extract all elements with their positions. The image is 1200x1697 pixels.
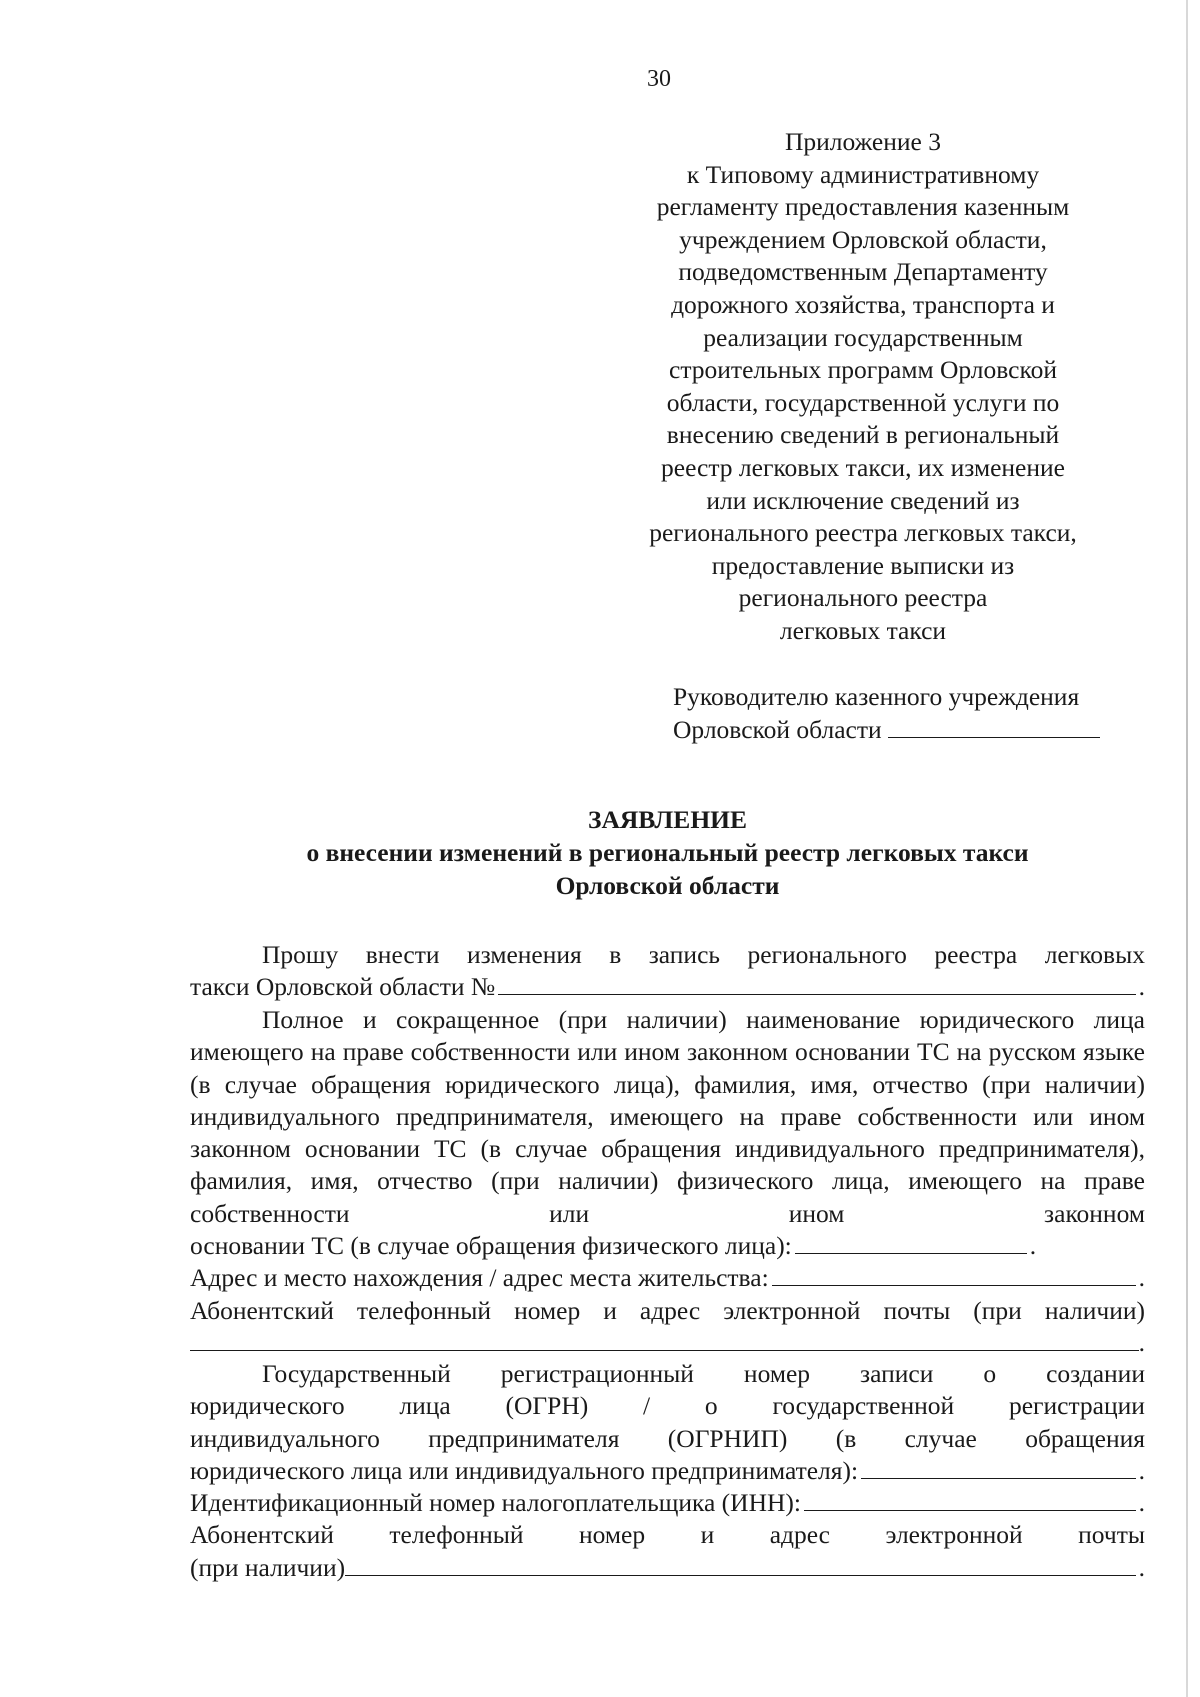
ogrn-field[interactable]: [861, 1458, 1136, 1479]
phone-email-line: Абонентский телефонный номер и адрес электронной почты (при наличии): [190, 1295, 1145, 1325]
request-line-2: такси Орловской области № .: [190, 971, 1145, 1003]
scan-edge-line: [1186, 0, 1188, 1697]
inn-field[interactable]: [804, 1490, 1136, 1511]
registry-number-label: такси Орловской области №: [190, 972, 496, 1002]
phone-email-field-line: .: [190, 1327, 1145, 1359]
phone2-field[interactable]: [345, 1555, 1136, 1576]
registry-number-field[interactable]: [498, 974, 1135, 995]
owner-name-field[interactable]: [795, 1233, 1027, 1254]
owner-line-last: основании ТС (в случае обращения физического лица): .: [190, 1230, 1145, 1262]
request-line-1: Прошу внести изменения в запись регионального реестра легковых: [262, 940, 1145, 969]
address-line: Адрес и место нахождения / адрес места жительства: .: [190, 1262, 1145, 1294]
appendix-line: учреждением Орловской области,: [679, 224, 1047, 254]
appendix-line: дорожного хозяйства, транспорта и: [671, 289, 1055, 319]
addressee-name-field[interactable]: [888, 715, 1100, 738]
page-number: 30: [647, 66, 671, 92]
phone2-label: (при наличии): [190, 1552, 346, 1582]
request-paragraph: [190, 939, 1145, 1004]
addressee-line-1: Руководителю казенного учреждения: [673, 682, 1080, 711]
appendix-line: реализации государственным: [703, 322, 1023, 352]
addressee-region: Орловской области: [673, 715, 882, 744]
appendix-line: области, государственной услуги по: [666, 387, 1060, 417]
appendix-line: предоставление выписки из: [711, 550, 1015, 580]
address-field[interactable]: [772, 1265, 1136, 1286]
appendix-line: внесению сведений в региональный: [666, 420, 1060, 450]
appendix-line: к Типовому административному: [686, 159, 1040, 189]
document-title: [190, 803, 1145, 902]
appendix-line: подведомственным Департаменту: [678, 257, 1048, 287]
registration-line-1: Государственный регистрационный номер записи о создании: [262, 1359, 1145, 1388]
appendix-line: строительных программ Орловской: [669, 355, 1057, 385]
appendix-line: Приложение 3: [785, 127, 941, 156]
appendix-line: регламенту предоставления казенным: [656, 192, 1070, 222]
address-label: Адрес и место нахождения / адрес места жительства:: [190, 1263, 769, 1293]
appendix-line: регионального реестра легковых такси,: [649, 518, 1077, 548]
owner-description: Полное и сокращенное (при наличии) наименование юридического лица имеющего на праве собственности или ином законном основании ТС на русском языке (в случае обращения юридического лица), фамилия, имя, отчество (при наличии) индивидуального предпринимателя, имеющего на праве собственности или ином законном основании ТС (в случае обращения индивидуального предпринимателя), фамилия, имя, отчество (при наличии) физического лица, имеющего на праве собственности или ином законном: [190, 1005, 1145, 1228]
owner-label: основании ТС (в случае обращения физического лица):: [190, 1231, 792, 1261]
title-main: ЗАЯВЛЕНИЕ: [587, 805, 747, 834]
appendix-header: [638, 126, 1088, 648]
inn-label: Идентификационный номер налогоплательщика (ИНН):: [190, 1488, 801, 1518]
registration-line-2: юридического лица (ОГРН) / о государственной регистрации: [190, 1391, 1145, 1421]
ogrn-label: юридического лица или индивидуального предпринимателя):: [190, 1455, 859, 1485]
registration-line-4: юридического лица или индивидуального предпринимателя): .: [190, 1455, 1145, 1487]
registration-line-3: индивидуального предпринимателя (ОГРНИП) (в случае обращения: [190, 1423, 1145, 1453]
inn-line: Идентификационный номер налогоплательщика (ИНН): .: [190, 1487, 1145, 1519]
appendix-line: реестр легковых такси, их изменение: [661, 452, 1065, 482]
owner-paragraph: [190, 1004, 1145, 1359]
phone2-line: Абонентский телефонный номер и адрес электронной почты: [190, 1520, 1145, 1550]
title-subtitle-1: о внесении изменений в региональный реестр легковых такси: [306, 838, 1029, 867]
addressee-block: [673, 680, 1143, 746]
phone2-field-line: (при наличии) .: [190, 1552, 1145, 1584]
title-subtitle-2: Орловской области: [555, 871, 780, 900]
appendix-line: или исключение сведений из: [706, 485, 1020, 515]
appendix-line: легковых такси: [779, 615, 947, 645]
appendix-line: регионального реестра: [738, 583, 988, 613]
addressee-line-2: [673, 713, 1143, 746]
phone-email-field[interactable]: [190, 1330, 1139, 1351]
registration-paragraph: [190, 1358, 1145, 1584]
